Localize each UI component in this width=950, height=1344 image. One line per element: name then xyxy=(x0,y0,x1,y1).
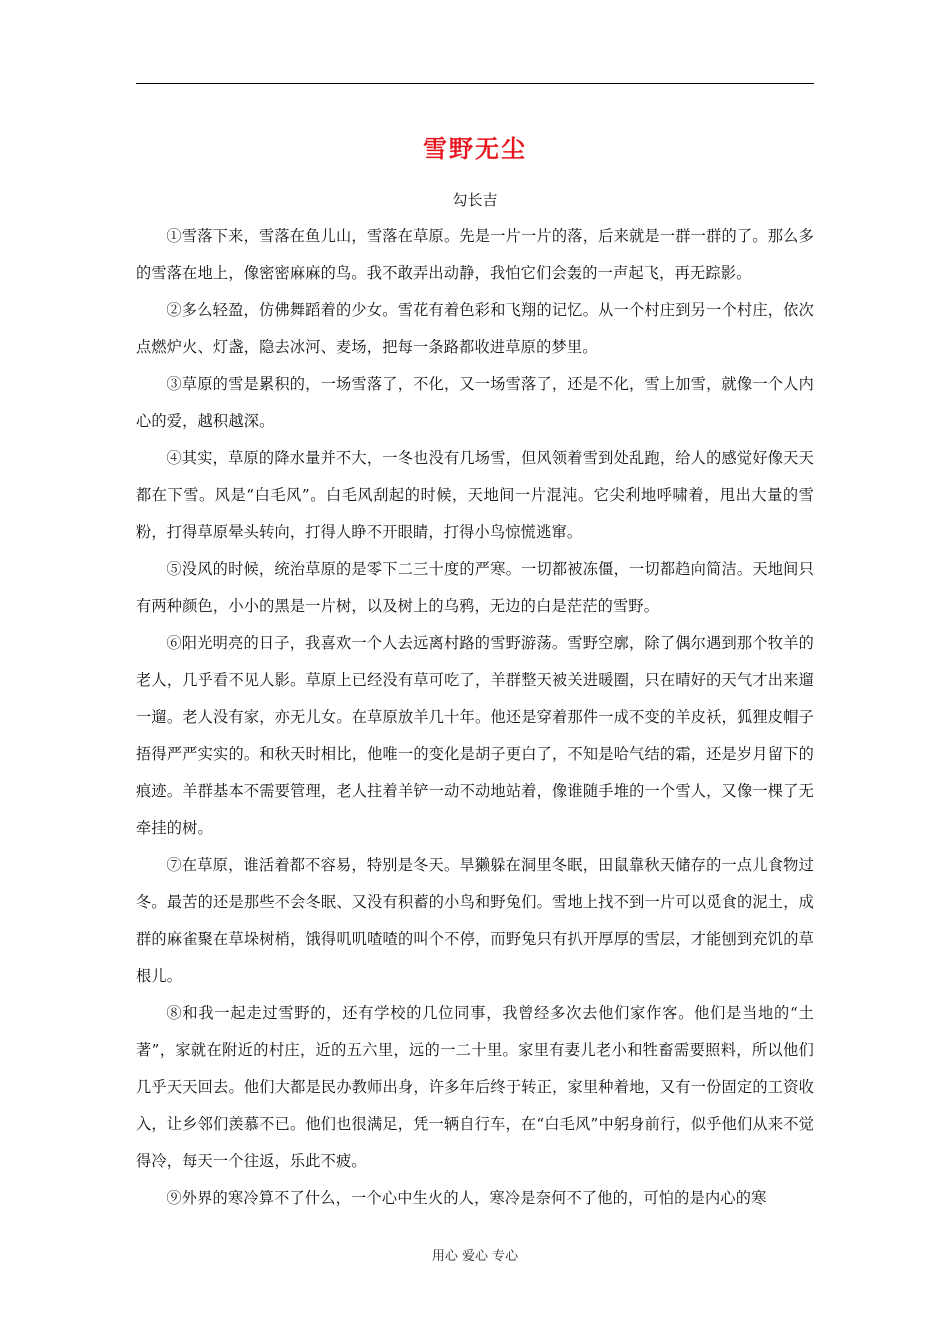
article-body xyxy=(136,218,814,1217)
paragraph-9: ⑨外界的寒冷算不了什么，一个心中生火的人，寒冷是奈何不了他的，可怕的是内心的寒 xyxy=(166,1189,767,1207)
paragraph-3: ③草原的雪是累积的，一场雪落了，不化，又一场雪落了，还是不化，雪上加雪，就像一个人内心的爱，越积越深。 xyxy=(136,375,814,430)
paragraph-6: ⑥阳光明亮的日子，我喜欢一个人去远离村路的雪野游荡。雪野空廓，除了偶尔遇到那个牧羊的老人，几乎看不见人影。草原上已经没有草可吃了，羊群整天被关进暖圈，只在晴好的天气才出来遛一遛。老人没有家，亦无儿女。在草原放羊几十年。他还是穿着那件一成不变的羊皮袄，狐狸皮帽子捂得严严实实的。和秋天时相比，他唯一的变化是胡子更白了，不知是哈气结的霜，还是岁月留下的痕迹。羊群基本不需要管理，老人拄着羊铲一动不动地站着，像谁随手堆的一个雪人，又像一棵了无牵挂的树。 xyxy=(136,634,814,837)
header-rule xyxy=(136,83,814,84)
article-title: 雪野无尘 xyxy=(423,134,527,163)
page-footer: 用心 爱心 专心 xyxy=(431,1249,519,1264)
article-author: 勾长吉 xyxy=(452,191,498,209)
paragraph-4: ④其实，草原的降水量并不大，一冬也没有几场雪，但风领着雪到处乱跑，给人的感觉好像天天都在下雪。风是“白毛风”。白毛风刮起的时候，天地间一片混沌。它尖利地呼啸着，甩出大量的雪粉，打得草原晕头转向，打得人睁不开眼睛，打得小鸟惊慌逃窜。 xyxy=(136,449,814,541)
paragraph-8: ⑧和我一起走过雪野的，还有学校的几位同事，我曾经多次去他们家作客。他们是当地的“土著”，家就在附近的村庄，近的五六里，远的一二十里。家里有妻儿老小和牲畜需要照料，所以他们几乎天天回去。他们大都是民办教师出身，许多年后终于转正，家里种着地，又有一份固定的工资收入，让乡邻们羡慕不已。他们也很满足，凭一辆自行车，在“白毛风”中躬身前行，似乎他们从来不觉得冷，每天一个往返，乐此不疲。 xyxy=(136,1004,814,1170)
paragraph-2: ②多么轻盈，仿佛舞蹈着的少女。雪花有着色彩和飞翔的记忆。从一个村庄到另一个村庄，依次点燃炉火、灯盏，隐去冰河、麦场，把每一条路都收进草原的梦里。 xyxy=(136,301,814,356)
paragraph-5: ⑤没风的时候，统治草原的是零下二三十度的严寒。一切都被冻僵，一切都趋向简洁。天地间只有两种颜色，小小的黑是一片树，以及树上的乌鸦，无边的白是茫茫的雪野。 xyxy=(136,560,814,615)
paragraph-1: ①雪落下来，雪落在鱼儿山，雪落在草原。先是一片一片的落，后来就是一群一群的了。那么多的雪落在地上，像密密麻麻的鸟。我不敢弄出动静，我怕它们会轰的一声起飞，再无踪影。 xyxy=(136,227,814,282)
paragraph-7: ⑦在草原，谁活着都不容易，特别是冬天。旱獭躲在洞里冬眠，田鼠靠秋天储存的一点儿食物过冬。最苦的还是那些不会冬眠、又没有积蓄的小鸟和野兔们。雪地上找不到一片可以觅食的泥土，成群的麻雀聚在草垛树梢，饿得叽叽喳喳的叫个不停，而野兔只有扒开厚厚的雪层，才能刨到充饥的草根儿。 xyxy=(136,856,814,985)
